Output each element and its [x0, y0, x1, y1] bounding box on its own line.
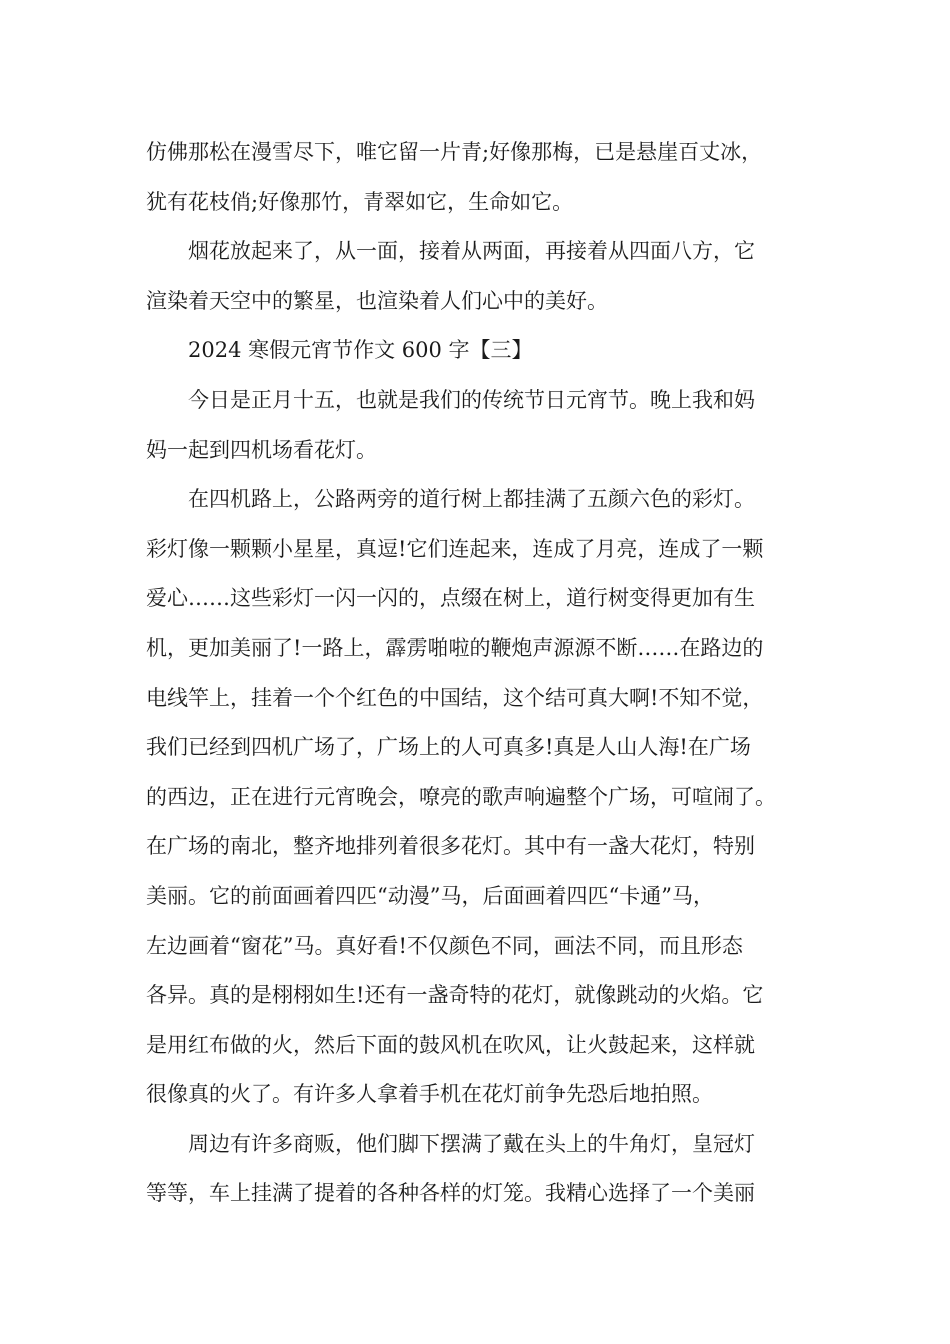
- text-line: 机，更加美丽了!一路上，霹雳啪啦的鞭炮声源源不断……在路边的: [146, 635, 764, 660]
- text-line: 在广场的南北，整齐地排列着很多花灯。其中有一盏大花灯，特别: [146, 834, 755, 859]
- text-line: 仿佛那松在漫雪尽下，唯它留一片青;好像那梅，已是悬崖百丈冰，: [146, 140, 763, 164]
- text-line: 左边画着“窗花”马。真好看!不仅颜色不同，画法不同，而且形态: [146, 933, 743, 958]
- text-line: 美丽。它的前面画着四匹“动漫”马，后面画着四匹“卡通”马，: [146, 883, 714, 908]
- text-line: 的西边，正在进行元宵晚会，嘹亮的歌声响遍整个广场，可喧闹了。: [146, 784, 776, 809]
- text-line: 等等，车上挂满了提着的各种各样的灯笼。我精心选择了一个美丽: [146, 1181, 755, 1206]
- text-line: 是用红布做的火，然后下面的鼓风机在吹风，让火鼓起来，这样就: [146, 1032, 755, 1057]
- text-line: 妈一起到四机场看花灯。: [146, 437, 377, 462]
- text-line: 各异。真的是栩栩如生!还有一盏奇特的花灯，就像跳动的火焰。它: [146, 983, 764, 1008]
- text-line: 彩灯像一颗颗小星星，真逗!它们连起来，连成了月亮，连成了一颗: [146, 536, 764, 561]
- text-line: 今日是正月十五，也就是我们的传统节日元宵节。晚上我和妈: [188, 387, 755, 412]
- text-line: 在四机路上，公路两旁的道行树上都挂满了五颜六色的彩灯。: [188, 487, 755, 512]
- text-line: 电线竿上，挂着一个个红色的中国结，这个结可真大啊!不知不觉，: [146, 685, 764, 710]
- text-line: 爱心……这些彩灯一闪一闪的，点缀在树上，道行树变得更加有生: [146, 586, 755, 611]
- text-line: 我们已经到四机广场了，广场上的人可真多!真是人山人海!在广场: [146, 735, 751, 760]
- essay-text: [146, 128, 826, 1219]
- text-line: 周边有许多商贩，他们脚下摆满了戴在头上的牛角灯，皇冠灯: [188, 1131, 755, 1156]
- section-heading: 2024 寒假元宵节作文 600 字【三】: [188, 338, 533, 363]
- text-line: 很像真的火了。有许多人拿着手机在花灯前争先恐后地拍照。: [146, 1082, 713, 1107]
- text-line: 烟花放起来了，从一面，接着从两面，再接着从四面八方，它: [188, 239, 755, 264]
- text-line: 渲染着天空中的繁星，也渲染着人们心中的美好。: [146, 288, 608, 313]
- text-line: 犹有花枝俏;好像那竹，青翠如它，生命如它。: [146, 189, 574, 214]
